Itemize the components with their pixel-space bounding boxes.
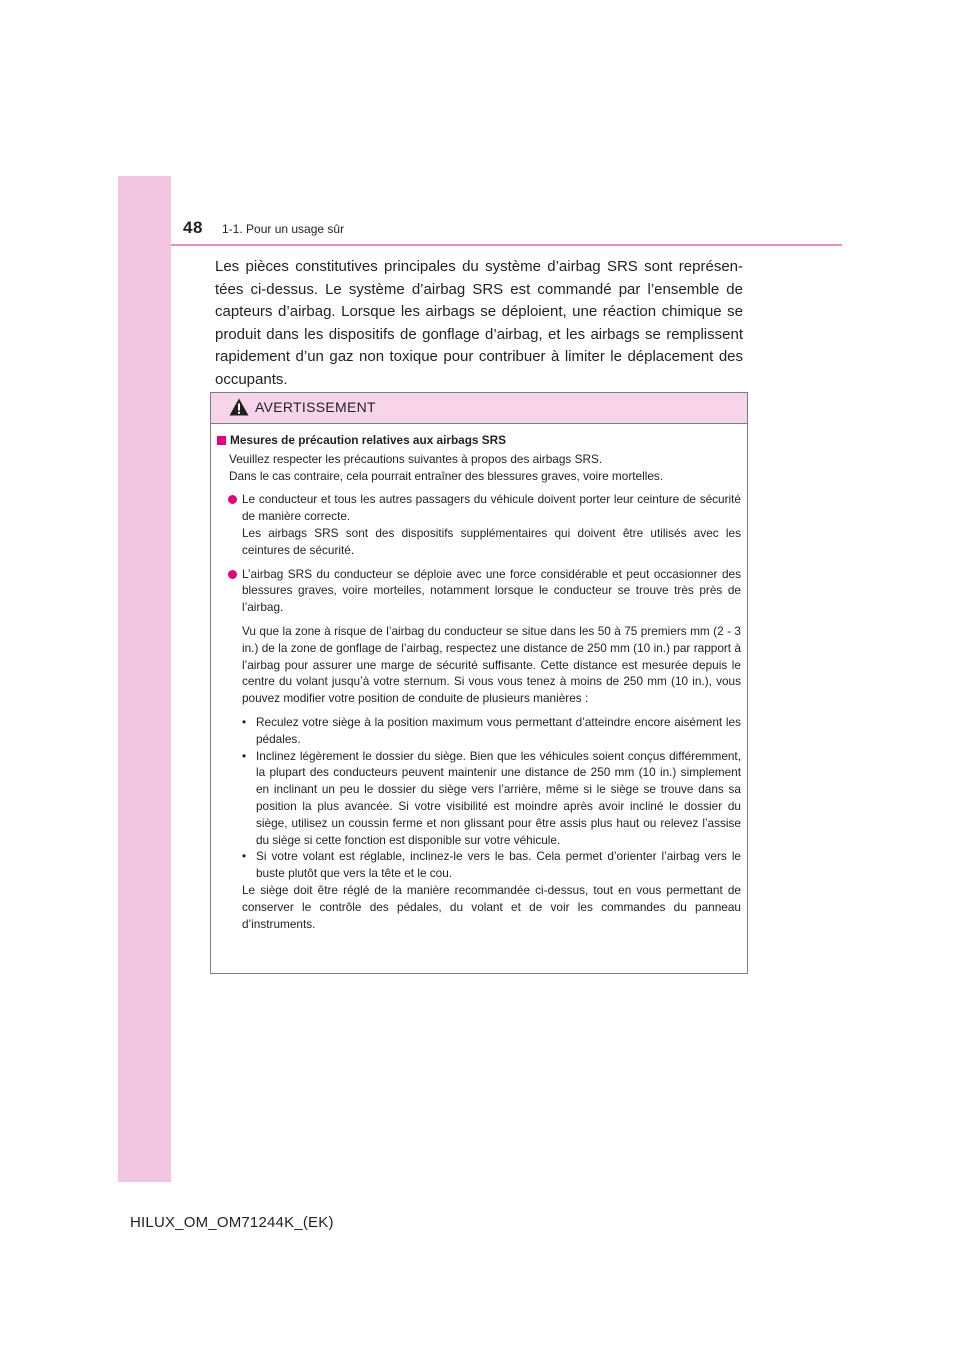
bullet-item — [242, 714, 741, 748]
warning-body — [211, 432, 747, 932]
list-item-text: Les airbags SRS sont des dispositifs supplémentaires qui doivent être utilisés avec les ceintures de sécurité. — [242, 525, 741, 557]
warning-intro-line: Veuillez respecter les précautions suivantes à propos des airbags SRS. — [229, 451, 603, 466]
warning-header — [211, 393, 747, 424]
bullet-dot-icon: • — [242, 714, 247, 729]
bullet-dot-icon: • — [242, 849, 247, 864]
list-item — [242, 566, 741, 616]
square-bullet-icon — [217, 436, 226, 445]
warning-box — [210, 392, 748, 974]
list-item-text: L’airbag SRS du conducteur se déploie avec une force considérable et peut occasionner des blessures graves, voire mortelles, notamment lorsque le conducteur se trouve très près de l’airbag. — [242, 566, 741, 615]
bullet-text: Inclinez légèrement le dossier du siège. Bien que les véhicules soient conçus différemment, la plupart des conducteurs peuvent maintenir une distance de 250 mm (10 in.) simplement en inclinant un peu le dossier du siège vers l’arrière, même si le siège se trouve dans sa position la plus avancée. Si votre visibilité est moindre après avoir incliné le dossier du siège, utilisez un coussin ferme et non glissant pour être assis plus haut ou relevez l’assise du siège si cette fonction est disponible sur votre véhicule. — [256, 748, 741, 847]
warning-label: AVERTISSEMENT — [255, 399, 376, 415]
page-number: 48 — [183, 218, 203, 237]
footer-code: HILUX_OM_OM71244K_(EK) — [130, 1214, 334, 1231]
side-band — [118, 176, 171, 1182]
warning-intro-line: Dans le cas contraire, cela pourrait entraîner des blessures graves, voire mortelles. — [229, 468, 664, 483]
list-item — [242, 491, 741, 558]
bullet-text: Reculez votre siège à la position maximum vous permettant d’atteindre encore aisément les pédales. — [256, 714, 741, 746]
warning-intro — [229, 451, 739, 485]
warning-triangle-icon — [229, 398, 249, 416]
circle-bullet-icon — [228, 570, 237, 579]
circle-bullet-icon — [228, 495, 237, 504]
header-rule — [171, 244, 842, 246]
list-item-text: Le conducteur et tous les autres passagers du véhicule doivent porter leur ceinture de sécurité de manière correcte. — [242, 492, 741, 524]
bullet-text: Si votre volant est réglable, inclinez-le vers le bas. Cela permet d’orienter l’airbag vers le buste plutôt que vers la tête et le cou. — [256, 849, 741, 881]
intro-paragraph: Les pièces constitutives principales du système d’airbag SRS sont représentées ci-dessus. Le système d’airbag SRS est commandé par l’ensemble de capteurs d’airbag. Lorsque les airbags se déploient, une réaction chimique se produit dans les dispositifs de gonflage d’airbag, et les airbags se remplissent rapidement d’un gaz non toxique pour contribuer à limiter le déplacement des occupants. — [215, 258, 743, 388]
warning-heading-text: Mesures de précaution relatives aux airbags SRS — [230, 433, 507, 447]
closing-paragraph: Le siège doit être réglé de la manière recommandée ci-dessus, tout en vous permettant de conserver le contrôle des pédales, du volant et de voir les commandes du panneau d’instruments. — [242, 882, 741, 931]
detail-paragraph: Vu que la zone à risque de l’airbag du conducteur se situe dans les 50 à 75 premiers mm (2 - 3 in.) de la zone de gonflage de l’airbag, respectez une distance de 250 mm (10 in.) par rapport à l’airbag pour assurer une marge de sécurité suffisante. Cette distance est mesurée depuis le centre du volant jusqu’à votre sternum. Si vous vous tenez à moins de 250 mm (10 in.), vous pouvez modifier votre position de conduite de plusieurs manières : — [242, 623, 741, 706]
warning-heading — [212, 432, 747, 449]
bullet-item — [242, 748, 741, 849]
section-title: 1-1. Pour un usage sûr — [222, 222, 345, 236]
bullet-dot-icon: • — [242, 748, 247, 763]
bullet-list — [242, 714, 741, 882]
bullet-item — [242, 848, 741, 882]
